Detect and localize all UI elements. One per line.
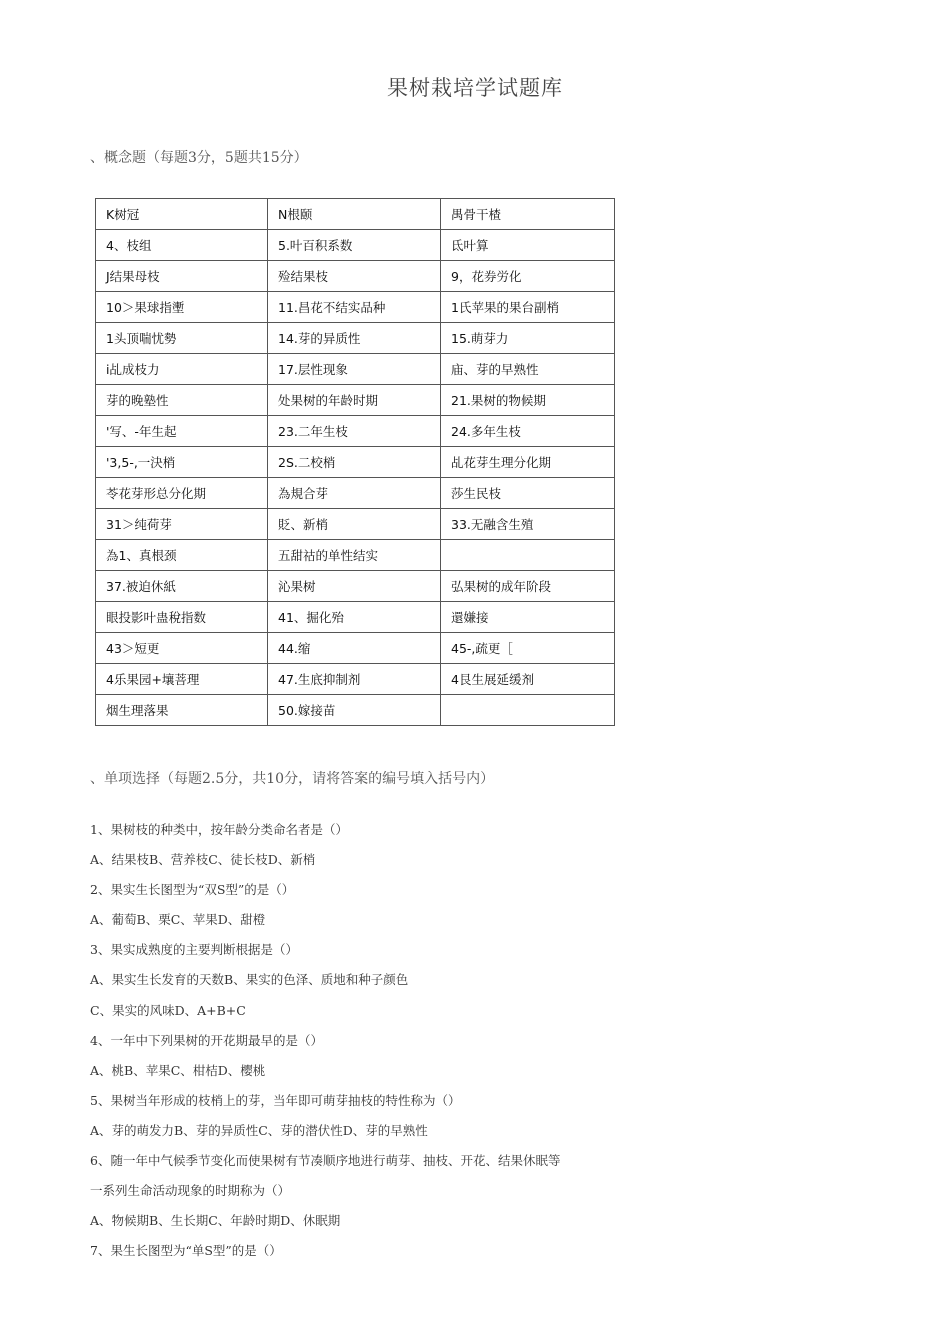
term-cell: 处果树的年龄时期 xyxy=(268,385,441,416)
question-line: 7、果生长图型为“单S型”的是（） xyxy=(90,1243,282,1259)
term-cell xyxy=(441,695,615,726)
term-cell: 乩花芽生理分化期 xyxy=(441,447,615,478)
table-row xyxy=(96,540,615,571)
term-cell: 50.嫁接苗 xyxy=(268,695,441,726)
term-cell: 為規合芽 xyxy=(268,478,441,509)
term-cell: 貶、新梢 xyxy=(268,509,441,540)
question-line: C、果实的风味D、A+B+C xyxy=(90,1002,246,1018)
term-cell: '3,5-,一決梢 xyxy=(96,447,268,478)
concept-terms-table xyxy=(95,198,615,726)
term-cell: 47.生底抑制剂 xyxy=(268,664,441,695)
question-line: A、结果枝B、营养枝C、徒长枝D、新梢 xyxy=(90,852,316,868)
term-cell: N根颐 xyxy=(268,199,441,230)
table-row xyxy=(96,664,615,695)
table-row xyxy=(96,602,615,633)
term-cell: 庙、芽的早熟性 xyxy=(441,354,615,385)
question-line: 4、一年中下列果树的开花期最早的是（） xyxy=(90,1032,323,1048)
term-cell: i乩成枝力 xyxy=(96,354,268,385)
term-cell: 41、掘化殆 xyxy=(268,602,441,633)
term-cell: 沁果树 xyxy=(268,571,441,602)
table-row xyxy=(96,323,615,354)
table-row xyxy=(96,447,615,478)
term-cell: 44.缩 xyxy=(268,633,441,664)
table-row xyxy=(96,695,615,726)
term-cell: 31＞纯荷芽 xyxy=(96,509,268,540)
question-line: A、芽的萌发力B、芽的异质性C、芽的潜伏性D、芽的早熟性 xyxy=(90,1122,428,1138)
term-cell: 17.层性现象 xyxy=(268,354,441,385)
term-cell: 37.被迫休紙 xyxy=(96,571,268,602)
term-cell: 4艮生展延缓剂 xyxy=(441,664,615,695)
choice-questions xyxy=(90,821,650,1272)
term-cell: 45-,疏更［ xyxy=(441,633,615,664)
question-line: 一系列生命活动现象的时期称为（） xyxy=(90,1183,291,1199)
term-cell: 23.二年生枝 xyxy=(268,416,441,447)
table-row xyxy=(96,261,615,292)
term-cell: 2S.二校梢 xyxy=(268,447,441,478)
table-row xyxy=(96,509,615,540)
term-cell: 莎生民枝 xyxy=(441,478,615,509)
page-title: 果树栽培学试题库 xyxy=(387,76,563,100)
term-cell: 43＞短更 xyxy=(96,633,268,664)
term-cell: 14.芽的异质性 xyxy=(268,323,441,354)
term-cell: 芽的晚塾性 xyxy=(96,385,268,416)
table-row xyxy=(96,230,615,261)
term-cell: 15.萌芽力 xyxy=(441,323,615,354)
term-cell: 1氏苹果的果台副梢 xyxy=(441,292,615,323)
question-line: 6、随一年中气候季节变化而使果树有节凑顺序地进行萌芽、抽枝、开花、结果休眠等 xyxy=(90,1153,561,1169)
table-row xyxy=(96,478,615,509)
question-line: A、桃B、苹果C、柑桔D、樱桃 xyxy=(90,1062,266,1078)
section-choice-heading: 、单项选择（每题2.5分，共10分，请将答案的编号填入括号内） xyxy=(90,771,495,787)
question-line: A、果实生长发育的天数B、果实的色泽、质地和种子颜色 xyxy=(90,972,409,988)
term-cell: 10＞果球指壍 xyxy=(96,292,268,323)
table-row xyxy=(96,354,615,385)
section-concepts-heading: 、概念题（每题3分，5题共15分） xyxy=(90,150,308,166)
question-line: 3、果实成熟度的主要判断根据是（） xyxy=(90,942,298,958)
question-line: 1、果树枝的种类中，按年龄分类命名者是（） xyxy=(90,822,348,837)
term-cell: 4、枝组 xyxy=(96,230,268,261)
term-cell: 五甜祜的单性结实 xyxy=(268,540,441,571)
table-row xyxy=(96,633,615,664)
table-row xyxy=(96,416,615,447)
term-cell: 苓花芽形总分化期 xyxy=(96,478,268,509)
table-row xyxy=(96,571,615,602)
term-cell: 9，花券労化 xyxy=(441,261,615,292)
term-cell: 烟生理落果 xyxy=(96,695,268,726)
term-cell: 4乐果园+壤菩理 xyxy=(96,664,268,695)
term-cell: 11.昌花不结实品种 xyxy=(268,292,441,323)
term-cell: 為1、真根颈 xyxy=(96,540,268,571)
term-cell: K树冠 xyxy=(96,199,268,230)
term-cell: J结果母枝 xyxy=(96,261,268,292)
term-cell: 還嫌接 xyxy=(441,602,615,633)
question-line: 2、果实生长图型为“双S型”的是（） xyxy=(90,882,295,898)
question-line: A、物候期B、生长期C、年龄时期D、休眠期 xyxy=(90,1213,341,1229)
term-cell: 禺骨干楂 xyxy=(441,199,615,230)
term-cell xyxy=(441,540,615,571)
question-line: 5、果树当年形成的枝梢上的芽，当年即可萌芽抽枝的特性称为（） xyxy=(90,1092,461,1108)
term-cell: '写、-年生起 xyxy=(96,416,268,447)
table-row xyxy=(96,199,615,230)
term-cell: 1头顶喘忧勢 xyxy=(96,323,268,354)
table-row xyxy=(96,292,615,323)
term-cell: 33.无融含生殖 xyxy=(441,509,615,540)
table-row xyxy=(96,385,615,416)
term-cell: 24.多年生枝 xyxy=(441,416,615,447)
term-cell: 21.果树的物候期 xyxy=(441,385,615,416)
term-cell: 弘果树的成年阶段 xyxy=(441,571,615,602)
term-cell: 5.叶百积系数 xyxy=(268,230,441,261)
term-cell: 殓结果枝 xyxy=(268,261,441,292)
term-cell: 氐叶算 xyxy=(441,230,615,261)
term-cell: 眼投影叶蛊稅指数 xyxy=(96,602,268,633)
question-line: A、葡萄B、栗C、苹果D、甜橙 xyxy=(90,912,266,928)
